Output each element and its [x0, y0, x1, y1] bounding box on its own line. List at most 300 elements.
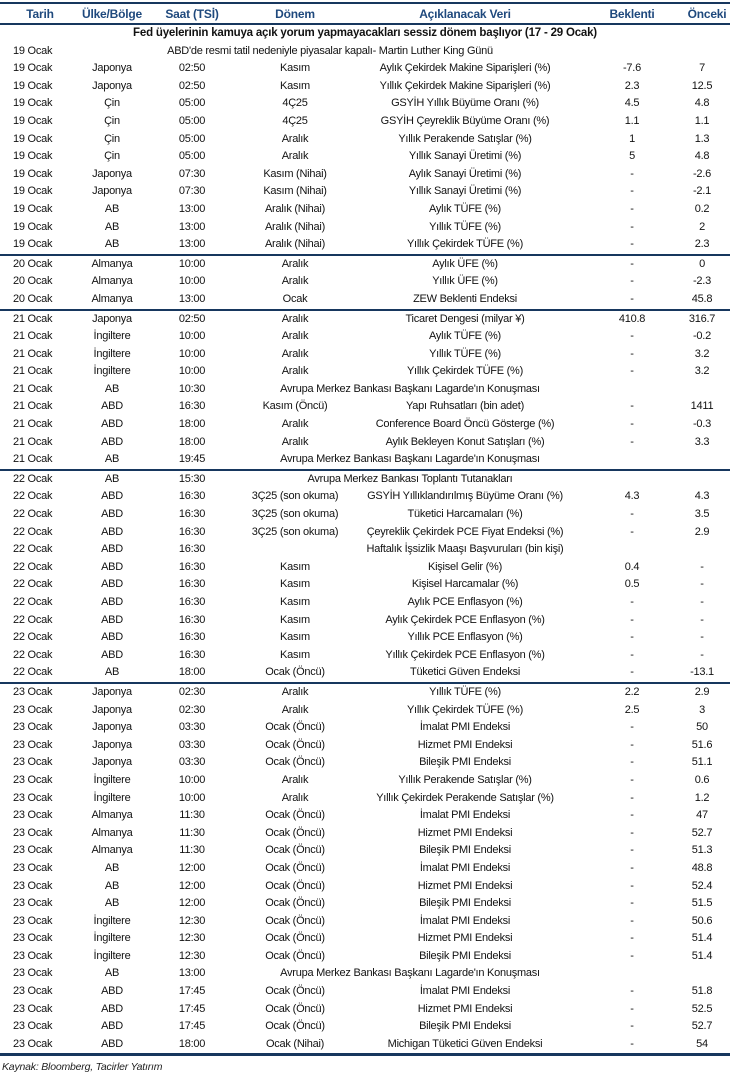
period-cell: Ocak (Öncü): [265, 949, 325, 962]
indicator-cell: Yıllık TÜFE (%): [350, 683, 580, 702]
previous-cell: 54: [696, 1037, 708, 1050]
indicator-cell: Hizmet PMI Endeksi: [417, 932, 513, 945]
table-header: [0, 3, 730, 24]
expectation-cell: 1.1: [624, 114, 640, 127]
date-cell: 21 Ocak: [13, 347, 53, 360]
col-header-ulke-bolge: Ülke/Bölge: [80, 3, 144, 24]
time-cell: 16:30: [178, 490, 206, 503]
table-row: [0, 506, 730, 524]
col-header-tarih: Tarih: [0, 3, 80, 24]
region-cell: ABD: [101, 613, 123, 626]
indicator-cell: ZEW Beklenti Endeksi: [413, 292, 517, 305]
previous-cell: 50: [696, 721, 708, 734]
indicator-cell: Hizmet PMI Endeksi: [417, 879, 513, 892]
previous-cell: 51.6: [691, 738, 713, 751]
date-cell: 21 Ocak: [13, 382, 53, 395]
previous-cell: [684, 381, 730, 399]
indicator-cell: Yıllık Çekirdek TÜFE (%): [406, 238, 524, 251]
expectation-cell: [580, 451, 684, 470]
date-cell: 21 Ocak: [13, 330, 53, 343]
previous-cell: 45.8: [691, 292, 713, 305]
time-cell: 05:00: [178, 114, 206, 127]
period-cell: Kasım: [280, 62, 310, 75]
previous-cell: 1.2: [694, 791, 710, 804]
table-row: [0, 1001, 730, 1019]
region-cell: ABD: [101, 985, 123, 998]
date-cell: 21 Ocak: [13, 365, 53, 378]
previous-cell: 51.4: [691, 932, 713, 945]
table-row: [0, 702, 730, 720]
date-cell: 19 Ocak: [13, 114, 53, 127]
expectation-cell: -: [630, 418, 634, 431]
period-cell: Aralık: [240, 310, 350, 329]
previous-cell: [684, 470, 730, 489]
table-row: [0, 647, 730, 665]
period-cell: Aralık: [281, 418, 309, 431]
time-cell: 16:30: [178, 525, 206, 538]
region-cell: AB: [104, 967, 120, 980]
region-cell: AB: [104, 238, 120, 251]
time-cell: 11:30: [179, 844, 205, 857]
time-cell: 10:00: [178, 365, 206, 378]
time-cell: 15:30: [144, 470, 240, 489]
date-cell: 23 Ocak: [13, 738, 53, 751]
region-cell: İngiltere: [93, 347, 131, 360]
expectation-cell: 0.5: [624, 578, 640, 591]
table-row: [0, 860, 730, 878]
region-cell: ABD: [101, 1020, 123, 1033]
time-cell: 10:00: [178, 275, 206, 288]
period-cell: Aralık: [281, 365, 309, 378]
region-cell: Japonya: [92, 756, 132, 769]
previous-cell: 51.4: [691, 949, 713, 962]
date-cell: 22 Ocak: [13, 596, 53, 608]
previous-cell: [684, 43, 730, 61]
economic-calendar-table: [0, 2, 730, 1056]
region-cell: Almanya: [91, 844, 133, 857]
expectation-cell: -: [630, 275, 634, 288]
previous-cell: 52.7: [691, 826, 713, 839]
period-cell: Ocak (Öncü): [265, 861, 325, 874]
indicator-cell: Tüketici Güven Endeksi: [409, 666, 521, 679]
time-cell: 10:00: [178, 330, 206, 343]
region-cell: İngiltere: [93, 365, 131, 378]
expectation-cell: -: [630, 1037, 634, 1050]
period-cell: Kasım: [280, 578, 310, 591]
expectation-cell: -: [630, 897, 634, 910]
table-row: [0, 43, 730, 61]
period-cell: Ocak (Öncü): [265, 756, 325, 769]
indicator-cell: Bileşik PMI Endeksi: [419, 844, 511, 857]
table-row: [0, 683, 730, 702]
time-cell: 18:00: [178, 1037, 206, 1050]
table-row: [0, 754, 730, 772]
date-cell: 23 Ocak: [13, 756, 53, 769]
time-cell: 12:00: [178, 861, 206, 874]
expectation-cell: 2.5: [624, 703, 640, 716]
time-cell: 03:30: [178, 756, 206, 769]
time-cell: 16:30: [178, 631, 206, 644]
period-cell: Aralık: [281, 150, 309, 163]
indicator-cell: Hizmet PMI Endeksi: [417, 1002, 513, 1015]
indicator-cell: Bileşik PMI Endeksi: [419, 949, 511, 962]
table-row: [0, 612, 730, 630]
previous-cell: 52.5: [691, 1002, 713, 1015]
time-cell: 16:30: [178, 648, 206, 661]
region-cell: AB: [104, 453, 120, 466]
expectation-cell: -: [630, 985, 634, 998]
table-body: [0, 24, 730, 1055]
time-cell: 16:30: [178, 560, 206, 573]
region-cell: AB: [104, 202, 120, 215]
time-cell: 12:30: [178, 932, 206, 945]
time-cell: 13:00: [178, 292, 206, 305]
date-cell: 23 Ocak: [13, 861, 53, 874]
time-cell: 05:00: [178, 150, 206, 163]
region-cell: Japonya: [92, 185, 132, 198]
expectation-cell: -: [630, 435, 634, 448]
region-cell: Almanya: [91, 275, 133, 288]
date-cell: 21 Ocak: [13, 400, 53, 413]
previous-cell: 2.9: [684, 683, 730, 702]
table-row: [0, 381, 730, 399]
source-note: Kaynak: Bloomberg, Tacirler Yatırım: [2, 1061, 163, 1074]
event-text: Avrupa Merkez Bankası Başkanı Lagarde'ın Konuşması: [280, 453, 540, 466]
expectation-cell: -: [630, 879, 634, 892]
time-cell: 02:30: [144, 683, 240, 702]
indicator-cell: GSYİH Yıllıklandırılmış Büyüme Oranı (%): [367, 490, 563, 503]
region-cell: Almanya: [80, 255, 144, 274]
indicator-cell: İmalat PMI Endeksi: [419, 914, 511, 927]
time-cell: 12:30: [178, 914, 206, 927]
region-cell: Japonya: [80, 683, 144, 702]
region-cell: ABD: [101, 490, 123, 503]
date-cell: 23 Ocak: [13, 721, 53, 734]
time-cell: 07:30: [178, 167, 206, 180]
expectation-cell: -: [630, 791, 634, 804]
expectation-cell: -: [630, 292, 634, 305]
table-row: [0, 201, 730, 219]
time-cell: 16:30: [178, 596, 206, 608]
region-cell: AB: [104, 879, 120, 892]
indicator-cell: İmalat PMI Endeksi: [419, 809, 511, 822]
table-row: [0, 310, 730, 329]
indicator-cell: Kişisel Gelir (%): [428, 560, 502, 573]
period-cell: Aralık: [281, 703, 309, 716]
period-cell: 3Ç25 (son okuma): [251, 525, 339, 538]
table-row: [0, 576, 730, 594]
indicator-cell: Bileşik PMI Endeksi: [419, 897, 511, 910]
table-row: [0, 594, 730, 612]
time-cell: 10:00: [178, 791, 206, 804]
period-cell: Aralık: [281, 275, 309, 288]
expectation-cell: -: [630, 202, 634, 215]
date-cell: 19 Ocak: [13, 238, 53, 251]
previous-cell: 50.6: [691, 914, 713, 927]
time-cell: 03:30: [178, 721, 206, 734]
table-row: [0, 878, 730, 896]
table-row: [0, 273, 730, 291]
previous-cell: 4.8: [694, 97, 710, 110]
indicator-cell: Yıllık Perakende Satışlar (%): [398, 132, 532, 145]
expectation-cell: -: [630, 949, 634, 962]
time-cell: 18:00: [178, 666, 206, 679]
date-cell: 21 Ocak: [13, 435, 53, 448]
expectation-cell: -: [630, 400, 634, 413]
region-cell: İngiltere: [93, 330, 131, 343]
date-cell: 23 Ocak: [13, 1002, 53, 1015]
period-cell: Aralık: [281, 132, 309, 145]
previous-cell: -2.6: [693, 167, 711, 180]
indicator-cell: Aylık PCE Enflasyon (%): [407, 596, 523, 608]
time-cell: 16:30: [178, 508, 206, 521]
previous-cell: -2.3: [693, 275, 711, 288]
indicator-cell: Aylık ÜFE (%): [350, 255, 580, 274]
indicator-cell: Yıllık TÜFE (%): [429, 220, 501, 233]
expectation-cell: -: [630, 1002, 634, 1015]
region-cell: AB: [80, 470, 144, 489]
indicator-cell: Yıllık Çekirdek Makine Siparişleri (%): [379, 79, 551, 92]
expectation-cell: -: [630, 738, 634, 751]
period-cell: Ocak (Öncü): [265, 1002, 325, 1015]
previous-cell: 3.2: [694, 347, 710, 360]
period-cell: Ocak (Öncü): [265, 721, 325, 734]
date-cell: 23 Ocak: [13, 809, 53, 822]
expectation-cell: 5: [629, 150, 635, 163]
previous-cell: 4.8: [694, 150, 710, 163]
expectation-cell: -: [630, 185, 634, 198]
time-cell: 17:45: [178, 1002, 206, 1015]
table-row: [0, 451, 730, 470]
date-cell: 21 Ocak: [0, 310, 80, 329]
previous-cell: 4.3: [694, 490, 710, 503]
period-cell: [240, 541, 350, 559]
header-row: [0, 3, 730, 24]
expectation-cell: -: [630, 932, 634, 945]
table-row: [0, 983, 730, 1001]
period-cell: Aralık: [281, 791, 309, 804]
previous-cell: -: [700, 578, 704, 591]
expectation-cell: -: [630, 631, 634, 644]
region-cell: ABD: [101, 508, 123, 521]
indicator-cell: İmalat PMI Endeksi: [419, 721, 511, 734]
previous-cell: 47: [696, 809, 708, 822]
time-cell: 10:00: [178, 347, 206, 360]
date-cell: 22 Ocak: [13, 666, 53, 679]
region-cell: Japonya: [92, 738, 132, 751]
table-row: [0, 236, 730, 255]
region-cell: İngiltere: [93, 914, 131, 927]
table-row: [0, 790, 730, 808]
region-cell: ABD: [101, 1002, 123, 1015]
time-cell: 18:00: [178, 418, 206, 431]
time-cell: 11:30: [179, 809, 205, 822]
indicator-cell: GSYİH Yıllık Büyüme Oranı (%): [391, 97, 539, 110]
time-cell: 02:50: [178, 79, 206, 92]
date-cell: 19 Ocak: [13, 44, 53, 57]
period-cell: 3Ç25 (son okuma): [251, 508, 339, 521]
expectation-cell: 2.2: [580, 683, 684, 702]
date-cell: 23 Ocak: [13, 985, 53, 998]
previous-cell: -: [700, 631, 704, 644]
time-cell: 02:30: [178, 703, 206, 716]
period-cell: Ocak (Öncü): [265, 809, 325, 822]
expectation-cell: -: [630, 330, 634, 343]
expectation-cell: -: [630, 773, 634, 786]
table-row: [0, 895, 730, 913]
region-cell: Japonya: [92, 167, 132, 180]
period-cell: Aralık (Nihai): [264, 220, 326, 233]
date-cell: 23 Ocak: [13, 844, 53, 857]
period-cell: Kasım: [280, 648, 310, 661]
region-cell: İngiltere: [93, 773, 131, 786]
period-cell: Kasım: [280, 613, 310, 626]
date-cell: 22 Ocak: [13, 543, 53, 556]
event-text: Avrupa Merkez Bankası Toplantı Tutanakları: [240, 470, 580, 489]
table-row: [0, 131, 730, 149]
table-row: [0, 398, 730, 416]
time-cell: 13:00: [178, 202, 206, 215]
indicator-cell: Bileşik PMI Endeksi: [419, 756, 511, 769]
period-cell: 3Ç25 (son okuma): [251, 490, 339, 503]
date-cell: 23 Ocak: [13, 1020, 53, 1033]
region-cell: ABD: [101, 631, 123, 644]
date-cell: 19 Ocak: [13, 79, 53, 92]
date-cell: 22 Ocak: [13, 490, 53, 503]
previous-cell: 52.7: [691, 1020, 713, 1033]
period-cell: Kasım: [280, 560, 310, 573]
region-cell: ABD: [101, 400, 123, 413]
expectation-cell: -: [630, 365, 634, 378]
period-cell: Ocak: [282, 292, 308, 305]
previous-cell: 51.3: [691, 844, 713, 857]
period-cell: Ocak (Öncü): [265, 897, 325, 910]
indicator-cell: Aylık TÜFE (%): [429, 202, 501, 215]
table-row: [0, 807, 730, 825]
time-cell: 10:00: [178, 773, 206, 786]
region-cell: ABD: [101, 648, 123, 661]
period-cell: Ocak (Öncü): [265, 666, 325, 679]
previous-cell: 1.1: [694, 114, 710, 127]
col-header-aciklanacak-veri: Açıklanacak Veri: [350, 3, 580, 24]
indicator-cell: Yıllık Perakende Satışlar (%): [398, 773, 532, 786]
previous-cell: -2.1: [693, 185, 711, 198]
indicator-cell: Ticaret Dengesi (milyar ¥): [350, 310, 580, 329]
date-cell: 19 Ocak: [13, 202, 53, 215]
indicator-cell: Aylık Çekirdek PCE Enflasyon (%): [385, 613, 545, 626]
period-cell: Aralık: [240, 683, 350, 702]
table-row: [0, 60, 730, 78]
period-cell: Aralık: [240, 255, 350, 274]
time-cell: 13:00: [178, 238, 206, 251]
expectation-cell: -: [630, 844, 634, 857]
table-row: [0, 183, 730, 201]
expectation-cell: -: [630, 914, 634, 927]
col-header-donem: Dönem: [240, 3, 350, 24]
period-cell: 4Ç25: [282, 114, 308, 127]
table-row: [0, 772, 730, 790]
date-cell: 23 Ocak: [13, 826, 53, 839]
region-cell: Çin: [104, 114, 120, 127]
region-cell: AB: [104, 666, 120, 679]
expectation-cell: 4.5: [624, 97, 640, 110]
date-cell: 19 Ocak: [13, 150, 53, 163]
table-row: [0, 416, 730, 434]
previous-cell: 316.7: [684, 310, 730, 329]
previous-cell: 12.5: [691, 79, 713, 92]
date-cell: 22 Ocak: [13, 613, 53, 626]
date-cell: 21 Ocak: [13, 453, 53, 466]
previous-cell: [684, 541, 730, 559]
time-cell: 02:50: [144, 310, 240, 329]
expectation-cell: [580, 541, 684, 559]
date-cell: 19 Ocak: [13, 97, 53, 110]
expectation-cell: -: [630, 1020, 634, 1033]
previous-cell: 1411: [690, 400, 714, 413]
holiday-note: ABD'de resmi tatil nedeniyle piyasalar kapalı- Martin Luther King Günü: [167, 44, 493, 57]
expectation-cell: -: [630, 826, 634, 839]
date-cell: 22 Ocak: [13, 508, 53, 521]
expectation-cell: -7.6: [623, 62, 641, 75]
col-header-beklenti: Beklenti: [580, 3, 684, 24]
previous-cell: -: [700, 648, 704, 661]
indicator-cell: Tüketici Harcamaları (%): [407, 508, 523, 521]
indicator-cell: Haftalık İşsizlik Maaşı Başvuruları (bin kişi): [366, 543, 564, 556]
period-cell: Ocak (Nihai): [265, 1037, 325, 1050]
date-cell: 19 Ocak: [13, 62, 53, 75]
date-cell: 23 Ocak: [13, 703, 53, 716]
date-cell: 23 Ocak: [13, 1037, 53, 1050]
time-cell: 07:30: [178, 185, 206, 198]
previous-cell: 3.5: [694, 508, 710, 521]
region-cell: İngiltere: [93, 932, 131, 945]
region-cell: Japonya: [92, 79, 132, 92]
expectation-cell: -: [630, 238, 634, 251]
col-header-saat: Saat (TSİ): [144, 3, 240, 24]
time-cell: 17:45: [178, 1020, 206, 1033]
indicator-cell: Yıllık Sanayi Üretimi (%): [408, 150, 522, 163]
table-row: [0, 113, 730, 131]
time-cell: 16:30: [178, 578, 206, 591]
table-row: [0, 737, 730, 755]
expectation-cell: -: [630, 167, 634, 180]
period-cell: Ocak (Öncü): [265, 738, 325, 751]
time-cell: 12:00: [178, 897, 206, 910]
period-cell: Kasım: [280, 79, 310, 92]
table-row: [0, 913, 730, 931]
indicator-cell: Michigan Tüketici Güven Endeksi: [387, 1037, 543, 1050]
indicator-cell: Aylık TÜFE (%): [429, 330, 501, 343]
period-cell: Ocak (Öncü): [265, 826, 325, 839]
date-cell: 23 Ocak: [13, 879, 53, 892]
indicator-cell: Yıllık Çekirdek TÜFE (%): [406, 365, 524, 378]
previous-cell: [684, 451, 730, 470]
indicator-cell: Hizmet PMI Endeksi: [417, 738, 513, 751]
indicator-cell: Yıllık Sanayi Üretimi (%): [408, 185, 522, 198]
period-cell: Aralık: [281, 347, 309, 360]
expectation-cell: -: [630, 861, 634, 874]
period-cell: Ocak (Öncü): [265, 914, 325, 927]
table-row: [0, 219, 730, 237]
period-cell: Ocak (Öncü): [265, 879, 325, 892]
time-cell: 02:50: [178, 62, 206, 75]
previous-cell: 2.9: [694, 525, 710, 538]
date-cell: 20 Ocak: [13, 275, 53, 288]
previous-cell: 3.3: [694, 435, 710, 448]
expectation-cell: [580, 43, 684, 61]
period-cell: Aralık: [281, 435, 309, 448]
previous-cell: 51.1: [691, 756, 713, 769]
